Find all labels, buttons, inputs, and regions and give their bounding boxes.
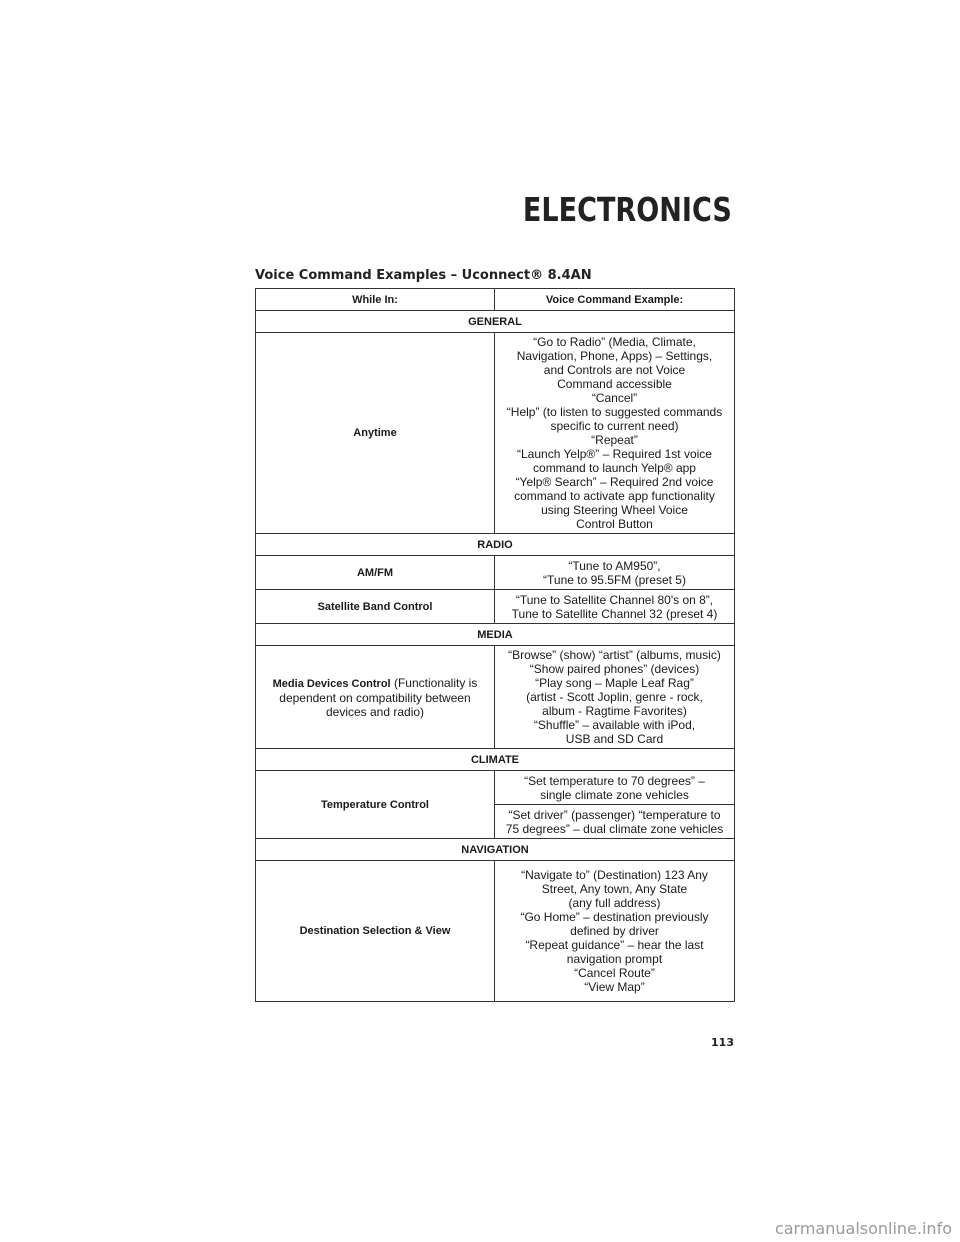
command-line: using Steering Wheel Voice — [541, 503, 688, 517]
section-row-radio — [256, 534, 735, 556]
command-line: command to launch Yelp® app — [533, 461, 696, 475]
media-label-note: devices and radio) — [325, 704, 425, 719]
media-label-note: dependent on compatibility between — [279, 690, 471, 705]
command-line: (artist - Scott Joplin, genre - rock, — [526, 690, 703, 704]
command-line: “Browse” (show) “artist” (albums, music) — [508, 648, 721, 662]
command-line: “Navigate to” (Destination) 123 Any — [521, 868, 708, 882]
command-line: Navigation, Phone, Apps) – Settings, — [516, 349, 713, 363]
command-line: Command accessible — [557, 377, 672, 391]
row-commands-destination — [495, 861, 735, 1002]
row-label-satellite: Satellite Band Control — [256, 590, 495, 624]
section-heading-general: GENERAL — [256, 311, 735, 333]
command-line: single climate zone vehicles — [540, 787, 689, 802]
row-label-destination: Destination Selection & View — [256, 861, 495, 1002]
command-line: “Yelp® Search” – Required 2nd voice — [515, 475, 714, 489]
section-heading-radio: RADIO — [256, 534, 735, 556]
command-line: command to activate app functionality — [514, 489, 715, 503]
command-line: “View Map” — [584, 980, 645, 994]
command-line: navigation prompt — [566, 952, 663, 966]
table-row — [256, 861, 735, 1002]
watermark: carmanualsonline.info — [774, 1219, 952, 1238]
command-line: Street, Any town, Any State — [541, 882, 688, 896]
command-line: “Repeat” — [591, 433, 638, 447]
command-line: “Help” (to listen to suggested commands — [506, 405, 723, 419]
table-title: Voice Command Examples – Uconnect® 8.4AN — [255, 268, 592, 283]
row-label-anytime: Anytime — [256, 333, 495, 534]
page-number: 113 — [711, 1036, 734, 1049]
table-row — [256, 556, 735, 590]
command-line: Tune to Satellite Channel 32 (preset 4) — [511, 606, 718, 621]
command-line: “Go Home” – destination previously — [520, 910, 709, 924]
column-header-voice-command: Voice Command Example: — [495, 289, 735, 311]
command-line: “Tune to Satellite Channel 80's on 8”, — [515, 592, 714, 607]
command-line: album - Ragtime Favorites) — [542, 704, 687, 718]
section-row-climate — [256, 749, 735, 771]
command-line: and Controls are not Voice — [543, 363, 686, 377]
table-row — [256, 590, 735, 624]
section-row-navigation — [256, 839, 735, 861]
row-commands-anytime — [495, 333, 735, 534]
command-line: “Set driver” (passenger) “temperature to — [508, 807, 721, 822]
command-line: “Set temperature to 70 degrees” – — [524, 773, 705, 788]
command-line: “Show paired phones” (devices) — [529, 662, 700, 676]
table-row — [256, 771, 735, 805]
row-commands-media — [495, 646, 735, 749]
command-line: “Cancel Route” — [574, 966, 655, 980]
table-row — [256, 333, 735, 534]
command-line: Control Button — [576, 517, 653, 531]
section-row-general — [256, 311, 735, 333]
command-line: USB and SD Card — [565, 732, 664, 746]
command-line: (any full address) — [568, 896, 661, 910]
command-line: specific to current need) — [550, 419, 679, 433]
command-line: “Repeat guidance” – hear the last — [525, 938, 704, 952]
media-label-note: (Functionality is — [393, 675, 478, 690]
command-line: “Shuffle” – available with iPod, — [533, 718, 696, 732]
command-line: “Play song – Maple Leaf Rag” — [535, 676, 694, 690]
media-label-bold: Media Devices Control — [272, 677, 391, 690]
table-header-row — [256, 289, 735, 311]
section-heading-media: MEDIA — [256, 624, 735, 646]
column-header-while-in: While In: — [256, 289, 495, 311]
section-row-media — [256, 624, 735, 646]
command-line: 75 degrees” – dual climate zone vehicles — [505, 821, 724, 836]
row-commands-temperature-2 — [495, 805, 735, 839]
section-heading-navigation: NAVIGATION — [256, 839, 735, 861]
row-commands-amfm — [495, 556, 735, 590]
command-line: “Tune to 95.5FM (preset 5) — [543, 572, 686, 587]
command-line: “Go to Radio” (Media, Climate, — [533, 335, 696, 349]
command-line: “Launch Yelp®” – Required 1st voice — [517, 447, 712, 461]
command-line: “Tune to AM950”, — [568, 558, 661, 573]
section-heading-climate: CLIMATE — [256, 749, 735, 771]
row-commands-temperature-1 — [495, 771, 735, 805]
row-commands-satellite — [495, 590, 735, 624]
row-label-amfm: AM/FM — [256, 556, 495, 590]
command-line: defined by driver — [570, 924, 659, 938]
row-label-media — [256, 646, 495, 749]
row-label-temperature: Temperature Control — [256, 771, 495, 839]
voice-command-table — [255, 288, 735, 1002]
table-row — [256, 646, 735, 749]
command-line: “Cancel” — [591, 391, 638, 405]
section-title: ELECTRONICS — [523, 190, 732, 229]
